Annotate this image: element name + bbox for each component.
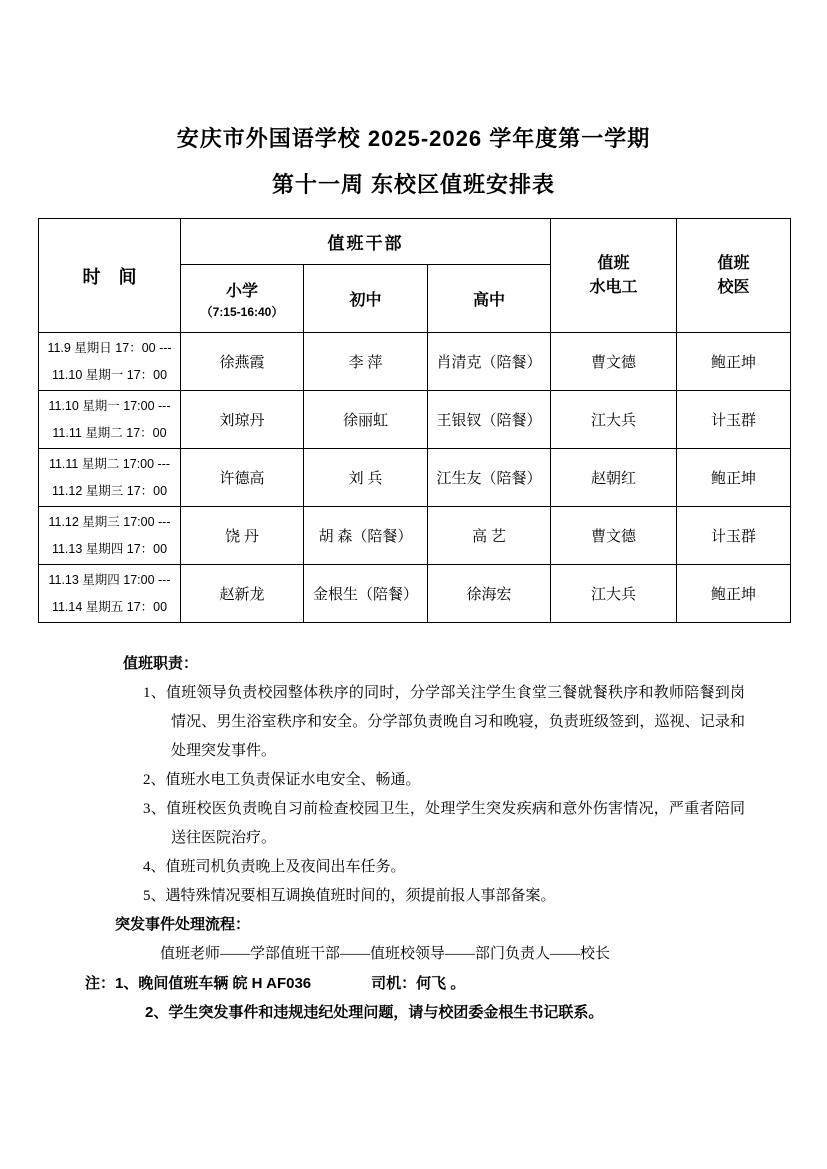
schedule-row xyxy=(39,391,791,449)
time-line2: 11.13 星期四 17：00 xyxy=(51,541,168,556)
time-line1: 11.9 星期日 17：00 --- xyxy=(47,340,172,355)
header-doctor-line2: 校医 xyxy=(717,278,750,296)
junior-duty-cell: 金根生（陪餐） xyxy=(304,565,428,623)
time-cell xyxy=(39,333,181,391)
senior-duty-cell: 江生友（陪餐） xyxy=(428,449,551,507)
duty-item-5: 5、遇特殊情况要相互调换值班时间的，须提前报人事部备案。 xyxy=(143,888,556,904)
duties-heading: 值班职责： xyxy=(123,656,199,672)
schedule-row xyxy=(39,565,791,623)
header-primary-school xyxy=(181,265,304,333)
duty-schedule-table xyxy=(38,218,791,623)
time-line2: 11.14 星期五 17：00 xyxy=(51,599,168,614)
header-duty-cadres: 值班干部 xyxy=(181,219,551,265)
schedule-row xyxy=(39,333,791,391)
utility-duty-cell: 曹文德 xyxy=(551,507,677,565)
header-primary-hours: （7:15-16:40） xyxy=(200,304,284,319)
note-driver-text: 司机：何飞 。 xyxy=(371,975,466,992)
note-vehicle-line xyxy=(85,969,827,998)
header-utility-line1: 值班 xyxy=(597,254,630,272)
header-utility-worker xyxy=(551,219,677,333)
primary-duty-cell: 徐燕霞 xyxy=(181,333,304,391)
time-line1: 11.12 星期三 17:00 --- xyxy=(48,514,171,529)
junior-duty-cell: 刘 兵 xyxy=(304,449,428,507)
notes-section xyxy=(0,650,827,1027)
time-line2: 11.10 星期一 17：00 xyxy=(51,367,168,382)
time-cell xyxy=(39,391,181,449)
header-time: 时 间 xyxy=(39,219,181,333)
utility-duty-cell: 曹文德 xyxy=(551,333,677,391)
primary-duty-cell: 许德高 xyxy=(181,449,304,507)
page-subtitle: 第十一周 东校区值班安排表 xyxy=(271,172,556,197)
doctor-duty-cell: 鲍正坤 xyxy=(677,449,791,507)
primary-duty-cell: 赵新龙 xyxy=(181,565,304,623)
doctor-duty-cell: 计玉群 xyxy=(677,507,791,565)
time-line2: 11.12 星期三 17：00 xyxy=(51,483,168,498)
utility-duty-cell: 江大兵 xyxy=(551,565,677,623)
time-cell xyxy=(39,449,181,507)
time-line2: 11.11 星期二 17：00 xyxy=(52,425,167,440)
header-doctor-line1: 值班 xyxy=(717,254,750,272)
senior-duty-cell: 肖清克（陪餐） xyxy=(428,333,551,391)
header-school-doctor xyxy=(677,219,791,333)
utility-duty-cell: 江大兵 xyxy=(551,391,677,449)
senior-duty-cell: 王银钗（陪餐） xyxy=(428,391,551,449)
primary-duty-cell: 饶 丹 xyxy=(181,507,304,565)
time-cell xyxy=(39,565,181,623)
senior-duty-cell: 高 艺 xyxy=(428,507,551,565)
doctor-duty-cell: 计玉群 xyxy=(677,391,791,449)
emergency-flow-chain: 值班老师——学部值班干部——值班校领导——部门负责人——校长 xyxy=(160,946,611,962)
schedule-row xyxy=(39,507,791,565)
senior-duty-cell: 徐海宏 xyxy=(428,565,551,623)
time-line1: 11.10 星期一 17:00 --- xyxy=(48,398,171,413)
junior-duty-cell: 胡 森（陪餐） xyxy=(304,507,428,565)
utility-duty-cell: 赵朝红 xyxy=(551,449,677,507)
header-row-group xyxy=(39,219,791,265)
header-primary-label: 小学 xyxy=(225,282,258,300)
time-line1: 11.11 星期二 17:00 --- xyxy=(48,456,171,471)
duty-item-3: 3、值班校医负责晚自习前检查校园卫生，处理学生突发疾病和意外伤害情况，严重者陪同送往医院治疗。 xyxy=(143,801,745,846)
header-utility-line2: 水电工 xyxy=(589,278,638,296)
schedule-row xyxy=(39,449,791,507)
duty-item-2: 2、值班水电工负责保证水电安全、畅通。 xyxy=(143,772,421,788)
header-senior-high: 高中 xyxy=(428,265,551,333)
primary-duty-cell: 刘琼丹 xyxy=(181,391,304,449)
note-vehicle-text: 注：1、晚间值班车辆 皖 H AF036 xyxy=(85,975,312,992)
duty-item-1: 1、值班领导负责校园整体秩序的同时，分学部关注学生食堂三餐就餐秩序和教师陪餐到岗情况、男生浴室秩序和安全。分学部负责晚自习和晚寝，负责班级签到，巡视、记录和处理突发事件。 xyxy=(143,685,745,759)
doctor-duty-cell: 鲍正坤 xyxy=(677,333,791,391)
page-title: 安庆市外国语学校 2025-2026 学年度第一学期 xyxy=(176,126,651,151)
time-line1: 11.13 星期四 17:00 --- xyxy=(48,572,171,587)
junior-duty-cell: 李 萍 xyxy=(304,333,428,391)
duty-item-4: 4、值班司机负责晚上及夜间出车任务。 xyxy=(143,859,406,875)
header-junior-high: 初中 xyxy=(304,265,428,333)
time-cell xyxy=(39,507,181,565)
doctor-duty-cell: 鲍正坤 xyxy=(677,565,791,623)
junior-duty-cell: 徐丽虹 xyxy=(304,391,428,449)
note-contact-line: 2、学生突发事件和违规违纪处理问题，请与校团委金根生书记联系。 xyxy=(145,1004,604,1021)
emergency-flow-heading: 突发事件处理流程： xyxy=(115,917,251,933)
